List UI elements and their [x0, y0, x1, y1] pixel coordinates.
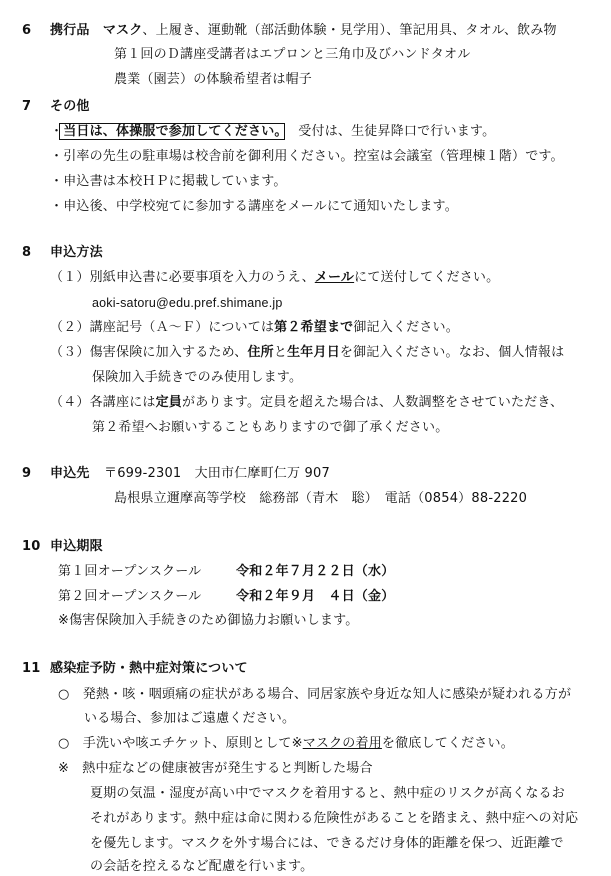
- deadline-1-date: 令和２年７月２２日（水）: [236, 564, 395, 579]
- item-4-text-c: があります。定員を超えた場合は、人数調整をさせていただき、: [182, 395, 564, 410]
- contact-email[interactable]: aoki-satoru@edu.pref.shimane.jp: [92, 296, 283, 310]
- section-6-title: 携行品: [50, 23, 90, 38]
- section-7-bullet-3: ・申込書は本校ＨＰに掲載しています。: [50, 174, 287, 189]
- section-9-number: 9: [22, 466, 32, 481]
- section-10-number: 10: [22, 539, 41, 554]
- school-contact: 島根県立邇摩高等学校 総務部（青木 聡） 電話（0854）88-2220: [114, 491, 528, 506]
- covid-item-1-line-1: ○ 発熱・咳・咽頭痛の症状がある場合、同居家族や身近な知人に感染が疑われる方が: [58, 687, 572, 702]
- section-8-title: 申込方法: [50, 245, 103, 260]
- section-7-title: その他: [50, 99, 90, 114]
- item-2-text-a: ○ 手洗いや咳エチケット、原則として※: [58, 736, 303, 751]
- section-8-item-4: [50, 394, 563, 412]
- section-7-number: 7: [22, 99, 32, 114]
- mask-text: マスク: [102, 23, 143, 38]
- section-7-bullet-1: [50, 123, 495, 141]
- mask-wearing-emphasis: マスクの着用: [302, 736, 382, 751]
- section-6-line-1: [50, 22, 557, 40]
- item-2-text-c: 御記入ください。: [353, 320, 459, 335]
- item-3-text-a: （３）傷害保険に加入するため、: [50, 345, 248, 360]
- postal-address: 〒699-2301 大田市仁摩町仁万 907: [104, 466, 330, 481]
- section-11-title: 感染症予防・熱中症対策について: [50, 661, 248, 676]
- deadline-2-date: 令和２年９月 ４日（金）: [236, 589, 395, 604]
- heatstroke-para-line-4: の会話を控えるなど配慮を行います。: [90, 859, 314, 874]
- item-2-text-a: （２）講座記号（Ａ～Ｆ）については: [50, 320, 275, 335]
- section-8-number: 8: [22, 245, 32, 260]
- email-emphasis: メール: [314, 270, 355, 285]
- item-1-text-c: にて送付してください。: [354, 270, 500, 285]
- reception-text: 受付は、生徒昇降口で行います。: [285, 124, 496, 139]
- capacity-emphasis: 定員: [155, 395, 183, 410]
- heatstroke-para-line-1: 夏期の気温・湿度が高い中でマスクを着用すると、熱中症のリスクが高くなるお: [90, 786, 565, 801]
- section-7-bullet-2: ・引率の先生の駐車場は校舎前を御利用ください。控室は会議室（管理棟１階）です。: [50, 149, 564, 164]
- section-6-line-2: 第１回のＤ講座受講者はエプロンと三角巾及びハンドタオル: [114, 47, 471, 62]
- item-3-text-e: を御記入ください。なお、個人情報は: [339, 345, 565, 360]
- section-8-item-3-line-2: 保険加入手続きでのみ使用します。: [92, 370, 303, 385]
- item-1-text-a: （１）別紙申込書に必要事項を入力のうえ、: [50, 270, 315, 285]
- item-4-text-a: （４）各講座には: [50, 395, 156, 410]
- items-text: 、上履き、運動靴（部活動体験・見学用）、筆記用具、タオル、飲み物: [142, 23, 557, 38]
- section-10-title: 申込期限: [50, 539, 103, 554]
- section-8-item-1: [50, 269, 499, 287]
- section-8-item-3: [50, 344, 564, 362]
- second-choice-emphasis: 第２希望まで: [274, 320, 354, 335]
- address-emphasis: 住所: [247, 345, 274, 360]
- heatstroke-para-line-2: それがあります。熱中症は命に関わる危険性があることを踏まえ、熱中症への対応: [90, 811, 579, 826]
- insurance-note: ※傷害保険加入手続きのため御協力お願いします。: [58, 613, 359, 628]
- item-2-text-c: を徹底してください。: [381, 736, 514, 751]
- birthdate-emphasis: 生年月日: [287, 345, 340, 360]
- covid-item-1-line-2: いる場合、参加はご遠慮ください。: [84, 711, 296, 726]
- bullet: ・: [50, 124, 64, 139]
- covid-item-2: [58, 735, 514, 753]
- section-11-number: 11: [22, 661, 41, 676]
- heatstroke-note: ※ 熱中症などの健康被害が発生すると判断した場合: [58, 761, 373, 776]
- heatstroke-para-line-3: を優先します。マスクを外す場合には、できるだけ身体的距離を保つ、近距離で: [90, 836, 564, 851]
- section-6-line-3: 農業（園芸）の体験希望者は帽子: [114, 72, 313, 87]
- deadline-2-label: 第２回オープンスクール: [58, 589, 202, 604]
- section-7-bullet-4: ・申込後、中学校宛てに参加する講座をメールにて通知いたします。: [50, 199, 458, 214]
- section-8-item-4-line-2: 第２希望へお願いすることもありますので御了承ください。: [92, 420, 449, 435]
- deadline-1-label: 第１回オープンスクール: [58, 564, 202, 579]
- section-8-item-2: [50, 319, 459, 337]
- section-9-title: 申込先: [50, 466, 90, 481]
- gym-clothes-notice: 当日は、体操服で参加してください。: [59, 123, 285, 140]
- item-3-text-c: と: [273, 345, 288, 360]
- section-6-number: 6: [22, 23, 32, 38]
